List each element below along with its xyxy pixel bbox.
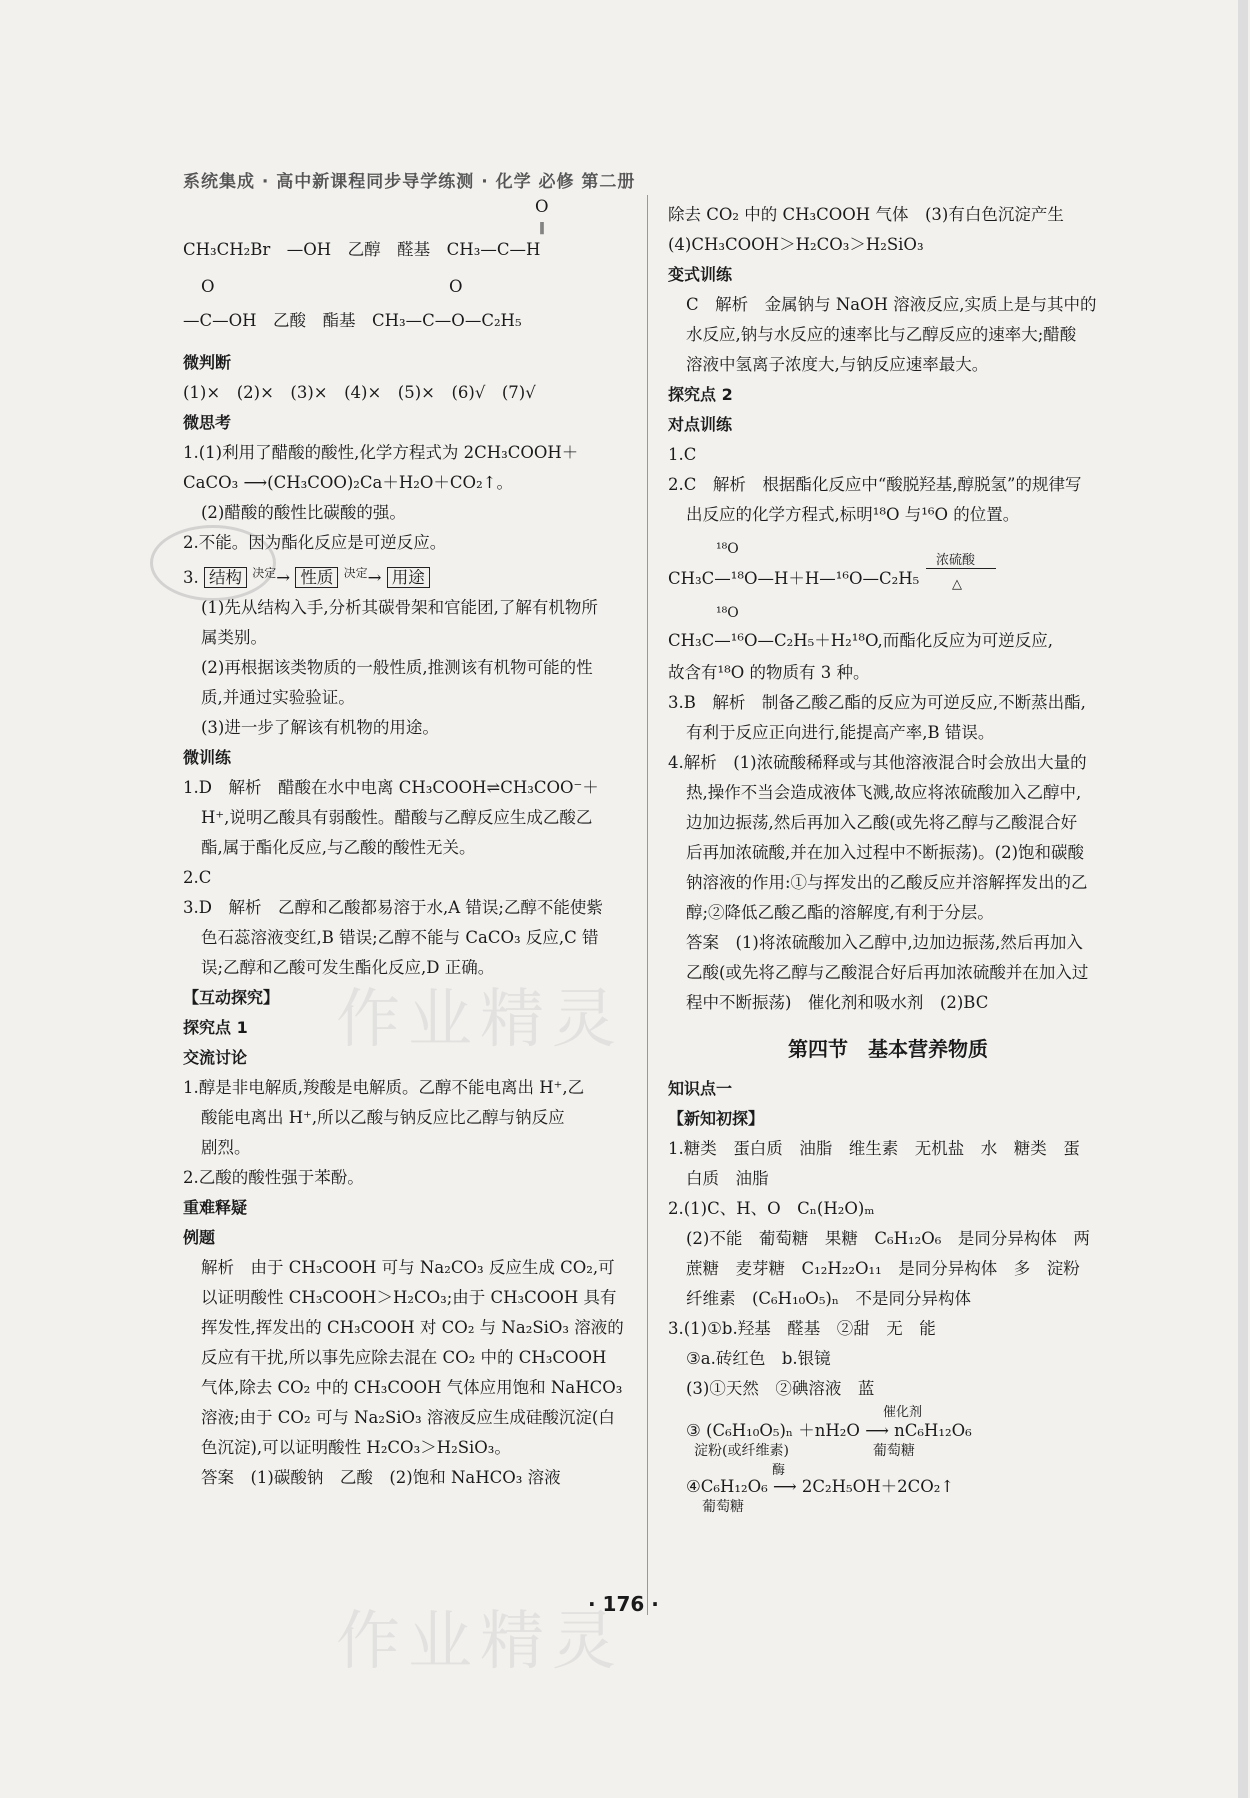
text-line: 溶液;由于 CO₂ 可与 Na₂SiO₃ 溶液反应生成硅酸沉淀(白 — [201, 1408, 615, 1427]
flow-box: 性质 — [295, 567, 338, 588]
text-line: (3)①天然 ②碘溶液 蓝 — [686, 1379, 875, 1398]
text-line: 以证明酸性 CH₃COOH＞H₂CO₃;由于 CH₃COOH 具有 — [201, 1288, 617, 1307]
page-number: · 176 · — [588, 1592, 659, 1616]
text-line: 气体,除去 CO₂ 中的 CH₃COOH 气体应用饱和 NaHCO₃ — [201, 1378, 623, 1397]
heading: 重难释疑 — [183, 1198, 248, 1217]
text-line: 水反应,钠与水反应的速率比与乙醇反应的速率大;醋酸 — [686, 325, 1077, 344]
formula-caption: 淀粉(或纤维素) 葡萄糖 — [694, 1443, 915, 1459]
text-line: 热,操作不当会造成液体飞溅,故应将浓硫酸加入乙醇中, — [686, 783, 1082, 802]
heading: 交流讨论 — [183, 1048, 248, 1067]
heat-symbol: △ — [952, 577, 962, 592]
text-line: 挥发性,挥发出的 CH₃COOH 对 CO₂ 与 Na₂SiO₃ 溶液的 — [201, 1318, 624, 1337]
arrow-icon: → — [367, 568, 382, 587]
formula-line: ③ (C₆H₁₀O₅)ₙ ＋nH₂O ⟶ nC₆H₁₂O₆ — [686, 1421, 972, 1440]
text-line: 醇;②降低乙酸乙酯的溶解度,有利于分层。 — [686, 903, 994, 922]
text-line: CaCO₃ ⟶(CH₃COO)₂Ca＋H₂O＋CO₂↑。 — [183, 473, 514, 492]
text-line: (2)不能 葡萄糖 果糖 C₆H₁₂O₆ 是同分异构体 两 — [686, 1229, 1090, 1248]
text-line: (2)再根据该类物质的一般性质,推测该有机物可能的性 — [201, 658, 593, 677]
text-line: (4)CH₃COOH＞H₂CO₃＞H₂SiO₃ — [668, 235, 924, 254]
page-edge — [1238, 0, 1248, 1798]
text-line: 误;乙醇和乙酸可发生酯化反应,D 正确。 — [201, 958, 495, 977]
heading: 变式训练 — [668, 265, 733, 284]
heading: 探究点 2 — [668, 385, 733, 404]
text-line: 3.B 解析 制备乙酸乙酯的反应为可逆反应,不断蒸出酯, — [668, 693, 1086, 712]
text-line: 1.(1)利用了醋酸的酸性,化学方程式为 2CH₃COOH＋ — [183, 443, 579, 462]
text-line: 2.不能。因为酯化反应是可逆反应。 — [183, 533, 447, 552]
text-line: 剧烈。 — [201, 1138, 251, 1157]
formula-line: CH₃C—¹⁸O—H＋H—¹⁶O—C₂H₅ — [668, 569, 920, 588]
formula-o: ¹⁸O — [716, 605, 739, 621]
text-line: 酯,属于酯化反应,与乙酸的酸性无关。 — [201, 838, 476, 857]
text-line: 色沉淀),可以证明酸性 H₂CO₃＞H₂SiO₃。 — [201, 1438, 511, 1457]
arrow-icon: → — [276, 568, 291, 587]
heading: 【互动探究】 — [183, 988, 280, 1007]
formula-o: O — [449, 277, 463, 296]
heading: 例题 — [183, 1228, 216, 1247]
text-line: (2)醋酸的酸性比碳酸的强。 — [201, 503, 406, 522]
formula-line: CH₃CH₂Br —OH 乙醇 醛基 CH₃—C—H — [183, 240, 541, 259]
heading: 对点训练 — [668, 415, 733, 434]
text-line: 质,并通过实验验证。 — [201, 688, 355, 707]
equation-fermentation — [668, 1462, 1108, 1516]
flow-box: 结构 — [204, 567, 247, 588]
formula-acid-ester — [183, 278, 623, 348]
text-line: 溶液中氢离子浓度大,与钠反应速率最大。 — [686, 355, 989, 374]
item-number: 3. — [183, 568, 199, 587]
text-line: 2.C 解析 根据酯化反应中“酸脱羟基,醇脱氢”的规律写 — [668, 475, 1082, 494]
text-line: 属类别。 — [201, 628, 267, 647]
heading: 【新知初探】 — [668, 1109, 765, 1128]
formula-aldehyde — [183, 197, 623, 278]
text-line: 2.乙酸的酸性强于苯酚。 — [183, 1168, 364, 1187]
reaction-condition: 浓硫酸 — [936, 553, 976, 568]
formula-line: CH₃C—¹⁶O—C₂H₅＋H₂¹⁸O,而酯化反应为可逆反应, — [668, 631, 1054, 650]
reaction-arrow — [926, 568, 996, 569]
right-column — [668, 200, 1108, 1516]
watermark: 作业精灵 — [336, 983, 624, 1057]
text-line: 2.(1)C、H、O Cₙ(H₂O)ₘ — [668, 1199, 875, 1218]
text-line: 蔗糖 麦芽糖 C₁₂H₂₂O₁₁ 是同分异构体 多 淀粉 — [686, 1259, 1080, 1278]
text-line: 钠溶液的作用:①与挥发出的乙酸反应并溶解挥发出的乙 — [686, 873, 1088, 892]
text-line: C 解析 金属钠与 NaOH 溶液反应,实质上是与其中的 — [686, 295, 1097, 314]
left-column — [183, 197, 624, 1493]
text-line: 故含有¹⁸O 的物质有 3 种。 — [668, 663, 870, 682]
text-line: 1.D 解析 醋酸在水中电离 CH₃COOH⇌CH₃COO⁻＋ — [183, 778, 599, 797]
formula-caption: 葡萄糖 — [702, 1499, 744, 1515]
heading: 知识点一 — [668, 1079, 733, 1098]
text-line: 4.解析 (1)浓硫酸稀释或与其他溶液混合时会放出大量的 — [668, 753, 1087, 772]
watermark: 作业精灵 — [336, 1605, 624, 1679]
equation-products — [668, 596, 1108, 658]
text-line: 答案 (1)碳酸钠 乙酸 (2)饱和 NaHCO₃ 溶液 — [201, 1468, 561, 1487]
text-line: (1)先从结构入手,分析其碳骨架和官能团,了解有机物所 — [201, 598, 598, 617]
formula-o: ¹⁸O — [716, 541, 739, 557]
text-line: 酸能电离出 H⁺,所以乙酸与钠反应比乙醇与钠反应 — [201, 1108, 565, 1127]
text-line: 3.D 解析 乙醇和乙酸都易溶于水,A 错误;乙醇不能使紫 — [183, 898, 603, 917]
arrow-label: 决定 — [343, 566, 368, 580]
text-line: 1.醇是非电解质,羧酸是电解质。乙醇不能电离出 H⁺,乙 — [183, 1078, 585, 1097]
column-divider — [647, 195, 648, 1615]
reaction-condition: 催化剂 — [883, 1405, 923, 1420]
text-line: 2.C — [183, 868, 212, 887]
double-bond-mark: ‖ — [539, 220, 545, 234]
text-line: 色石蕊溶液变红,B 错误;乙醇不能与 CaCO₃ 反应,C 错 — [201, 928, 599, 947]
text-line: 除去 CO₂ 中的 CH₃COOH 气体 (3)有白色沉淀产生 — [668, 205, 1064, 224]
text-line: 3.(1)①b.羟基 醛基 ②甜 无 能 — [668, 1319, 936, 1338]
text-line: 乙酸(或先将乙醇与乙酸混合好后再加浓硫酸并在加入过 — [686, 963, 1089, 982]
text-line: 白质 油脂 — [686, 1169, 769, 1188]
text-line: 后再加浓硫酸,并在加入过程中不断振荡)。(2)饱和碳酸 — [686, 843, 1085, 862]
text-line: ③a.砖红色 b.银镜 — [686, 1349, 831, 1368]
formula-line: —C—OH 乙酸 酯基 CH₃—C—O—C₂H₅ — [183, 311, 522, 330]
flow-diagram — [183, 558, 623, 593]
formula-line: ④C₆H₁₂O₆ ⟶ 2C₂H₅OH＋2CO₂↑ — [686, 1477, 955, 1496]
section-title: 第四节 基本营养物质 — [788, 1037, 988, 1061]
text-line: 有利于反应正向进行,能提高产率,B 错误。 — [686, 723, 995, 742]
text-line: 反应有干扰,所以事先应除去混在 CO₂ 中的 CH₃COOH — [201, 1348, 607, 1367]
text-line: (1)× (2)× (3)× (4)× (5)× (6)√ (7)√ — [183, 383, 536, 402]
text-line: (3)进一步了解该有机物的用途。 — [201, 718, 439, 737]
equation-esterification — [668, 530, 1108, 596]
text-line: 1.糖类 蛋白质 油脂 维生素 无机盐 水 糖类 蛋 — [668, 1139, 1080, 1158]
text-line: 解析 由于 CH₃COOH 可与 Na₂CO₃ 反应生成 CO₂,可 — [201, 1258, 615, 1277]
formula-o: O — [535, 197, 549, 216]
running-header: 系统集成 · 高中新课程同步导学练测 · 化学 必修 第二册 — [183, 172, 636, 192]
heading: 微判断 — [183, 353, 232, 372]
arrow-label: 决定 — [252, 566, 277, 580]
heading: 探究点 1 — [183, 1018, 248, 1037]
text-line: H⁺,说明乙酸具有弱酸性。醋酸与乙醇反应生成乙酸乙 — [201, 808, 593, 827]
text-line: 程中不断振荡) 催化剂和吸水剂 (2)BC — [686, 993, 989, 1012]
text-line: 答案 (1)将浓硫酸加入乙醇中,边加边振荡,然后再加入 — [686, 933, 1083, 952]
text-line: 边加边振荡,然后再加入乙酸(或先将乙醇与乙酸混合好 — [686, 813, 1078, 832]
reaction-condition: 酶 — [772, 1463, 786, 1478]
heading: 微训练 — [183, 748, 232, 767]
equation-hydrolysis — [668, 1404, 1108, 1462]
text-line: 1.C — [668, 445, 697, 464]
text-line: 出反应的化学方程式,标明¹⁸O 与¹⁶O 的位置。 — [686, 505, 1020, 524]
flow-box: 用途 — [387, 567, 430, 588]
text-line: 纤维素 (C₆H₁₀O₅)ₙ 不是同分异构体 — [686, 1289, 972, 1308]
heading: 微思考 — [183, 413, 232, 432]
formula-o: O — [201, 277, 215, 296]
